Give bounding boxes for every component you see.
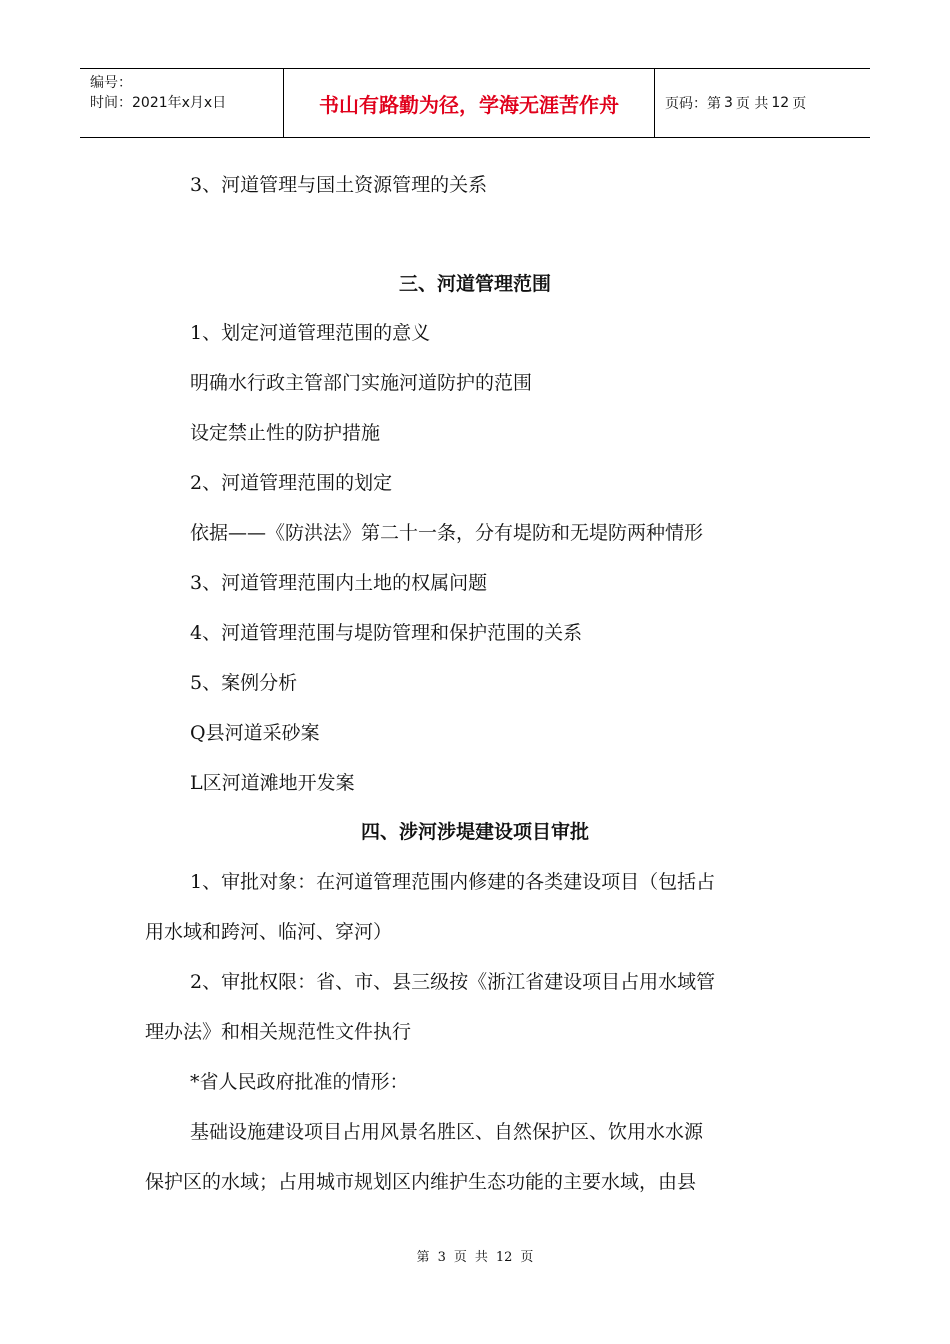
document-time-label: 时间：2021年x月x日: [90, 95, 227, 111]
paragraph-line: 1、审批对象：在河道管理范围内修建的各类建设项目（包括占: [190, 871, 716, 893]
paragraph-line: L区河道滩地开发案: [190, 772, 355, 794]
paragraph-line: 保护区的水域；占用城市规划区内维护生态功能的主要水域，由县: [145, 1171, 697, 1193]
paragraph-line: 用水域和跨河、临河、穿河）: [145, 921, 393, 943]
footer-page-total: 12: [495, 1250, 513, 1265]
page-footer: [0, 1246, 950, 1265]
document-number-label: 编号：: [90, 75, 132, 91]
paragraph-line: *省人民政府批准的情形：: [190, 1071, 409, 1093]
footer-ye2: 页: [520, 1250, 534, 1265]
page-mid: 页 共: [735, 96, 769, 112]
paragraph-line: 4、河道管理范围与堤防管理和保护范围的关系: [190, 622, 583, 644]
page-suffix: 页: [792, 96, 807, 112]
header-page-info: [655, 69, 870, 137]
paragraph-line: 5、案例分析: [190, 672, 298, 694]
paragraph-line: 1、划定河道管理范围的意义: [190, 322, 431, 344]
footer-gong: 共: [474, 1250, 488, 1265]
page-prefix: 页码：第: [665, 96, 721, 112]
footer-ye: 页: [453, 1250, 467, 1265]
paragraph-line: 基础设施建设项目占用风景名胜区、自然保护区、饮用水水源: [190, 1121, 704, 1143]
paragraph-line: 设定禁止性的防护措施: [190, 422, 381, 444]
header-meta: [80, 69, 283, 137]
footer-page-number: 3: [437, 1250, 446, 1265]
paragraph-line: 2、河道管理范围的划定: [190, 472, 393, 494]
paragraph-line: 3、河道管理范围内土地的权属问题: [190, 572, 488, 594]
page-total: 12: [771, 95, 790, 111]
page-number: 3: [724, 95, 733, 111]
header-motto: 书山有路勤为径，学海无涯苦作舟: [283, 69, 655, 137]
paragraph-line: 3、河道管理与国土资源管理的关系: [190, 174, 488, 196]
section-heading-3: 三、河道管理范围: [398, 273, 551, 295]
section-heading-4: 四、涉河涉堤建设项目审批: [360, 821, 589, 843]
footer-di: 第: [416, 1250, 430, 1265]
paragraph-line: 理办法》和相关规范性文件执行: [145, 1021, 412, 1043]
paragraph-line: 2、审批权限：省、市、县三级按《浙江省建设项目占用水域管: [190, 971, 716, 993]
page-header: [80, 68, 870, 138]
paragraph-line: 明确水行政主管部门实施河道防护的范围: [190, 372, 533, 394]
paragraph-line: Q县河道采砂案: [190, 722, 320, 744]
paragraph-line: 依据——《防洪法》第二十一条，分有堤防和无堤防两种情形: [190, 522, 704, 544]
